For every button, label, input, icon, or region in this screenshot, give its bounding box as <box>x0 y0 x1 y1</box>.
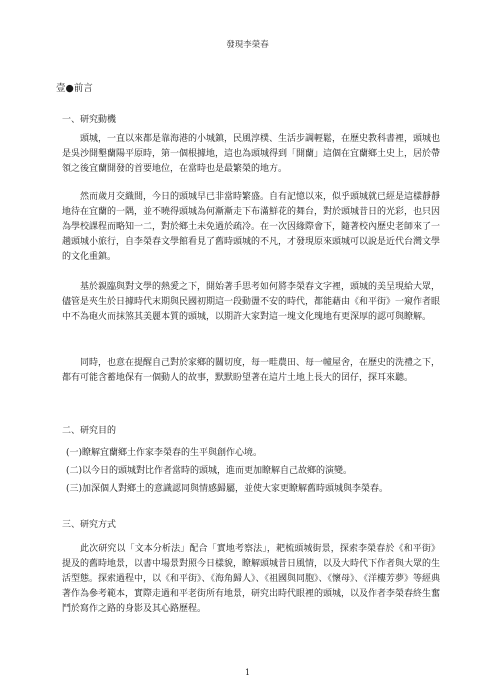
section-title: 壹●前言 <box>56 83 93 94</box>
page-number: 1 <box>244 668 251 677</box>
motivation-paragraph-3: 基於親臨與對文學的熱愛之下，開始著手思考如何將李榮春文字裡，頭城的美呈現給大眾，儘管是夾生於日據時代末期與民國初期這一段動盪不安的時代，都能藉由《和平街》一窺作者眼中不為砲火而抹煞其美麗本質的頭城，以期許大家對這一塊文化瑰地有更深厚的認可與瞭解。 <box>62 282 441 322</box>
page-header: 發現李榮春 <box>226 40 269 50</box>
purpose-item-3: (三)加深個人對鄉土的意識認同與情感歸屬，並使大家更瞭解舊時頭城與李榮春。 <box>66 484 389 494</box>
purpose-item-2: (二)以今日的頭城對比作者當時的頭城，進而更加瞭解自己故鄉的演變。 <box>66 466 353 476</box>
method-heading: 三、研究方式 <box>62 520 117 530</box>
purpose-heading: 二、研究目的 <box>62 426 117 436</box>
motivation-heading: 一、研究動機 <box>62 115 117 125</box>
motivation-paragraph-2: 然而歲月交織間，今日的頭城早已非當時繁盛。自有記憶以來，似乎頭城就已經是這樣靜靜地待在宜蘭的一隅，並不曉得頭城為何漸漸走下布滿鮮花的舞台，對於頭城昔日的光彩，也只因為學校課程而略知一二，對於鄉土未免過於疏冷。在一次因緣際會下，隨著校內歷史老師來了一趟頭城小旅行，自李榮春文學館看見了舊時頭城的不凡，才發現原來頭城可以說是近代台灣文學的文化重鎮。 <box>62 192 441 262</box>
motivation-paragraph-4: 同時，也意在提醒自己對於家鄉的關切度，每一畦農田、每一幢屋舍，在歷史的洗禮之下，都有可能含蓄地保有一個動人的故事，默默盼望著在這片土地上長大的囝仔，探耳來聽。 <box>62 358 441 383</box>
purpose-item-1: (一)瞭解宜蘭鄉土作家李榮春的生平與創作心境。 <box>66 448 263 458</box>
motivation-paragraph-1: 頭城，一直以來都是靠海港的小城鎮，民風淳樸、生活步調輕鬆，在歷史教科書裡，頭城也是吳沙開墾蘭陽平原時，第一個根據地，這也為頭城得到「開蘭」這個在宜蘭鄉土史上，居於帶領之後宜蘭開發的首要地位，在當時也是最繁榮的地方。 <box>62 134 441 174</box>
method-paragraph-1: 此次研究以「文本分析法」配合「實地考察法」，耙梳頭城街景，探索李榮春於《和平街》提及的舊時地景，以書中場景對照今日樣貌，瞭解頭城昔日風情，以及大時代下作者與大眾的生活型態。探索過程中，以《和平街》、《海角歸人》、《祖國與同胞》、《懷母》、《洋樓芳夢》等經典著作為參考範本，實際走過和平老街所有地景，研究出時代眼裡的頭城，以及作者李榮春終生奮鬥於寫作之路的身影及其心路歷程。 <box>62 544 441 614</box>
